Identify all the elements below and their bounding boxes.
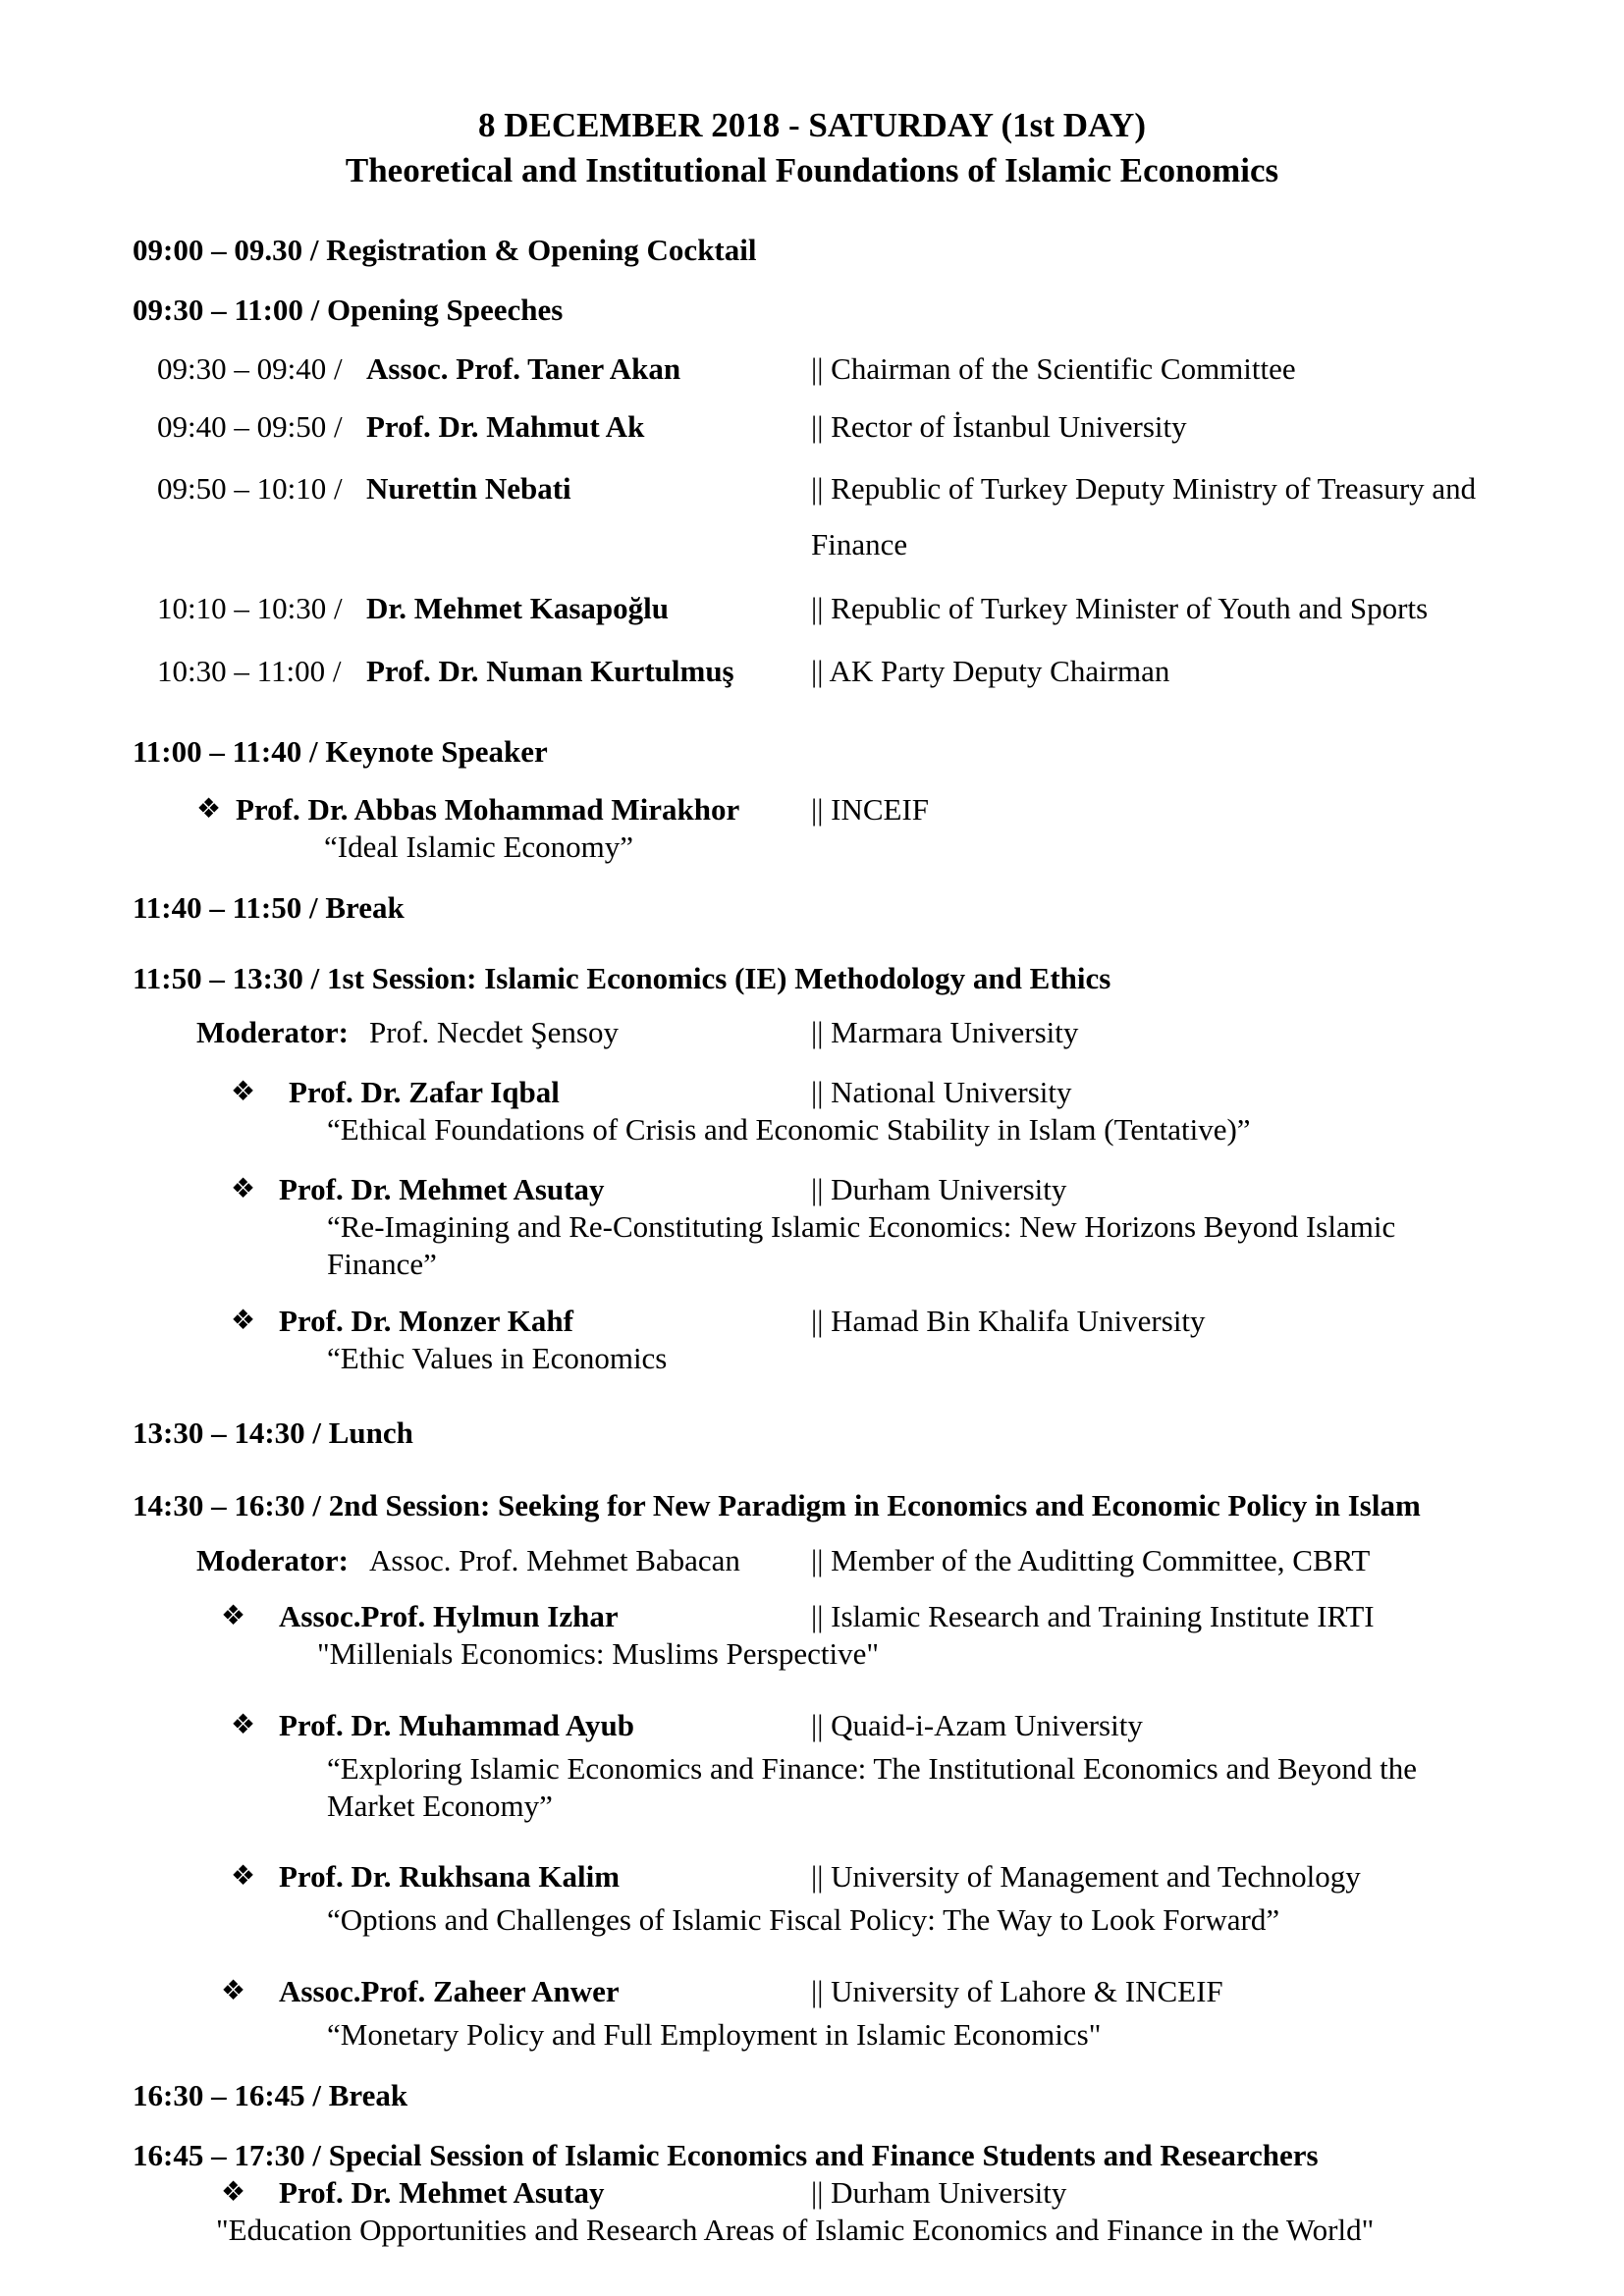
page-subtitle: Theoretical and Institutional Foundations of Islamic Economics xyxy=(345,151,1279,189)
break-heading: 16:30 – 16:45 / Break xyxy=(133,2078,408,2112)
speaker-affiliation: || Durham University xyxy=(811,2175,1067,2210)
opening-heading: 09:30 – 11:00 / Opening Speeches xyxy=(133,293,564,327)
lunch-heading: 13:30 – 14:30 / Lunch xyxy=(133,1415,413,1450)
speaker-affiliation: || National University xyxy=(811,1075,1072,1109)
talk-title: "Millenials Economics: Muslims Perspective" xyxy=(317,1636,880,1671)
bullet-icon: ❖ xyxy=(231,1861,256,1892)
talk-title: “Options and Challenges of Islamic Fiscal Policy: The Way to Look Forward” xyxy=(327,1902,1280,1937)
opening-time: 09:50 – 10:10 / xyxy=(157,471,343,506)
talk-title: “Exploring Islamic Economics and Finance: The Institutional Economics and Beyond the xyxy=(327,1751,1418,1786)
page-title: 8 DECEMBER 2018 - SATURDAY (1st DAY) xyxy=(478,106,1146,144)
bullet-icon: ❖ xyxy=(231,1306,256,1336)
bullet-icon: ❖ xyxy=(221,2177,246,2208)
keynote-talk-title: “Ideal Islamic Economy” xyxy=(324,829,634,864)
speaker-name: Prof. Dr. Monzer Kahf xyxy=(279,1304,573,1338)
bullet-icon: ❖ xyxy=(221,1976,246,2006)
keynote-heading: 11:00 – 11:40 / Keynote Speaker xyxy=(133,734,548,769)
bullet-icon: ❖ xyxy=(231,1710,256,1740)
moderator-affiliation: || Marmara University xyxy=(811,1015,1079,1049)
keynote-speaker: Prof. Dr. Abbas Mohammad Mirakhor xyxy=(236,792,740,827)
speaker-affiliation: || Quaid-i-Azam University xyxy=(811,1708,1143,1742)
speaker-affiliation: || University of Lahore & INCEIF xyxy=(811,1974,1223,2008)
opening-role: || Republic of Turkey Minister of Youth and Sports xyxy=(811,591,1429,625)
moderator-name: Prof. Necdet Şensoy xyxy=(369,1015,619,1049)
opening-speaker: Dr. Mehmet Kasapoğlu xyxy=(366,591,669,625)
opening-time: 10:10 – 10:30 / xyxy=(157,591,343,625)
talk-title: “Monetary Policy and Full Employment in Islamic Economics" xyxy=(327,2017,1102,2052)
session2-heading: 14:30 – 16:30 / 2nd Session: Seeking for New Paradigm in Economics and Economic Policy in Islam xyxy=(133,1488,1421,1522)
opening-speaker: Prof. Dr. Mahmut Ak xyxy=(366,409,645,444)
speaker-affiliation: || Islamic Research and Training Institute IRTI xyxy=(811,1599,1375,1633)
special-session-heading: 16:45 – 17:30 / Special Session of Islamic Economics and Finance Students and Researchers xyxy=(133,2138,1319,2172)
moderator-label: Moderator: xyxy=(196,1015,349,1049)
bullet-icon: ❖ xyxy=(231,1077,256,1107)
speaker-affiliation: || University of Management and Technology xyxy=(811,1859,1361,1894)
opening-role: || Rector of İstanbul University xyxy=(811,409,1187,444)
speaker-name: Assoc.Prof. Hylmun Izhar xyxy=(279,1599,619,1633)
speaker-name: Prof. Dr. Zafar Iqbal xyxy=(289,1075,560,1109)
opening-time: 10:30 – 11:00 / xyxy=(157,654,342,688)
speaker-name: Assoc.Prof. Zaheer Anwer xyxy=(279,1974,620,2008)
keynote-affiliation: || INCEIF xyxy=(811,792,930,827)
bullet-icon: ❖ xyxy=(231,1174,256,1204)
speaker-name: Prof. Dr. Mehmet Asutay xyxy=(279,2175,605,2210)
opening-role: || AK Party Deputy Chairman xyxy=(811,654,1170,688)
talk-title: “Ethical Foundations of Crisis and Economic Stability in Islam (Tentative)” xyxy=(327,1112,1251,1147)
opening-role-cont: Finance xyxy=(811,527,908,561)
speaker-name: Prof. Dr. Muhammad Ayub xyxy=(279,1708,634,1742)
speaker-affiliation: || Durham University xyxy=(811,1172,1067,1206)
moderator-label: Moderator: xyxy=(196,1543,349,1577)
speaker-name: Prof. Dr. Rukhsana Kalim xyxy=(279,1859,621,1894)
talk-title-cont: Finance” xyxy=(327,1247,437,1281)
opening-time: 09:30 – 09:40 / xyxy=(157,351,343,386)
moderator-name: Assoc. Prof. Mehmet Babacan xyxy=(369,1543,740,1577)
speaker-affiliation: || Hamad Bin Khalifa University xyxy=(811,1304,1206,1338)
registration-heading: 09:00 – 09.30 / Registration & Opening Cocktail xyxy=(133,233,757,267)
moderator-affiliation: || Member of the Auditting Committee, CBRT xyxy=(811,1543,1371,1577)
opening-speaker: Assoc. Prof. Taner Akan xyxy=(366,351,681,386)
bullet-icon: ❖ xyxy=(196,794,222,825)
opening-role: || Republic of Turkey Deputy Ministry of Treasury and xyxy=(811,471,1477,506)
speaker-name: Prof. Dr. Mehmet Asutay xyxy=(279,1172,605,1206)
bullet-icon: ❖ xyxy=(221,1601,246,1631)
opening-time: 09:40 – 09:50 / xyxy=(157,409,343,444)
talk-title: "Education Opportunities and Research Areas of Islamic Economics and Finance in the World" xyxy=(216,2213,1375,2247)
session1-heading: 11:50 – 13:30 / 1st Session: Islamic Economics (IE) Methodology and Ethics xyxy=(133,961,1111,995)
opening-role: || Chairman of the Scientific Committee xyxy=(811,351,1296,386)
break-heading: 11:40 – 11:50 / Break xyxy=(133,890,405,925)
opening-speaker: Nurettin Nebati xyxy=(366,471,571,506)
talk-title: “Ethic Values in Economics xyxy=(327,1341,668,1375)
opening-speaker: Prof. Dr. Numan Kurtulmuş xyxy=(366,654,734,688)
talk-title-cont: Market Economy” xyxy=(327,1789,553,1823)
talk-title: “Re-Imagining and Re-Constituting Islamic Economics: New Horizons Beyond Islamic xyxy=(327,1209,1396,1244)
